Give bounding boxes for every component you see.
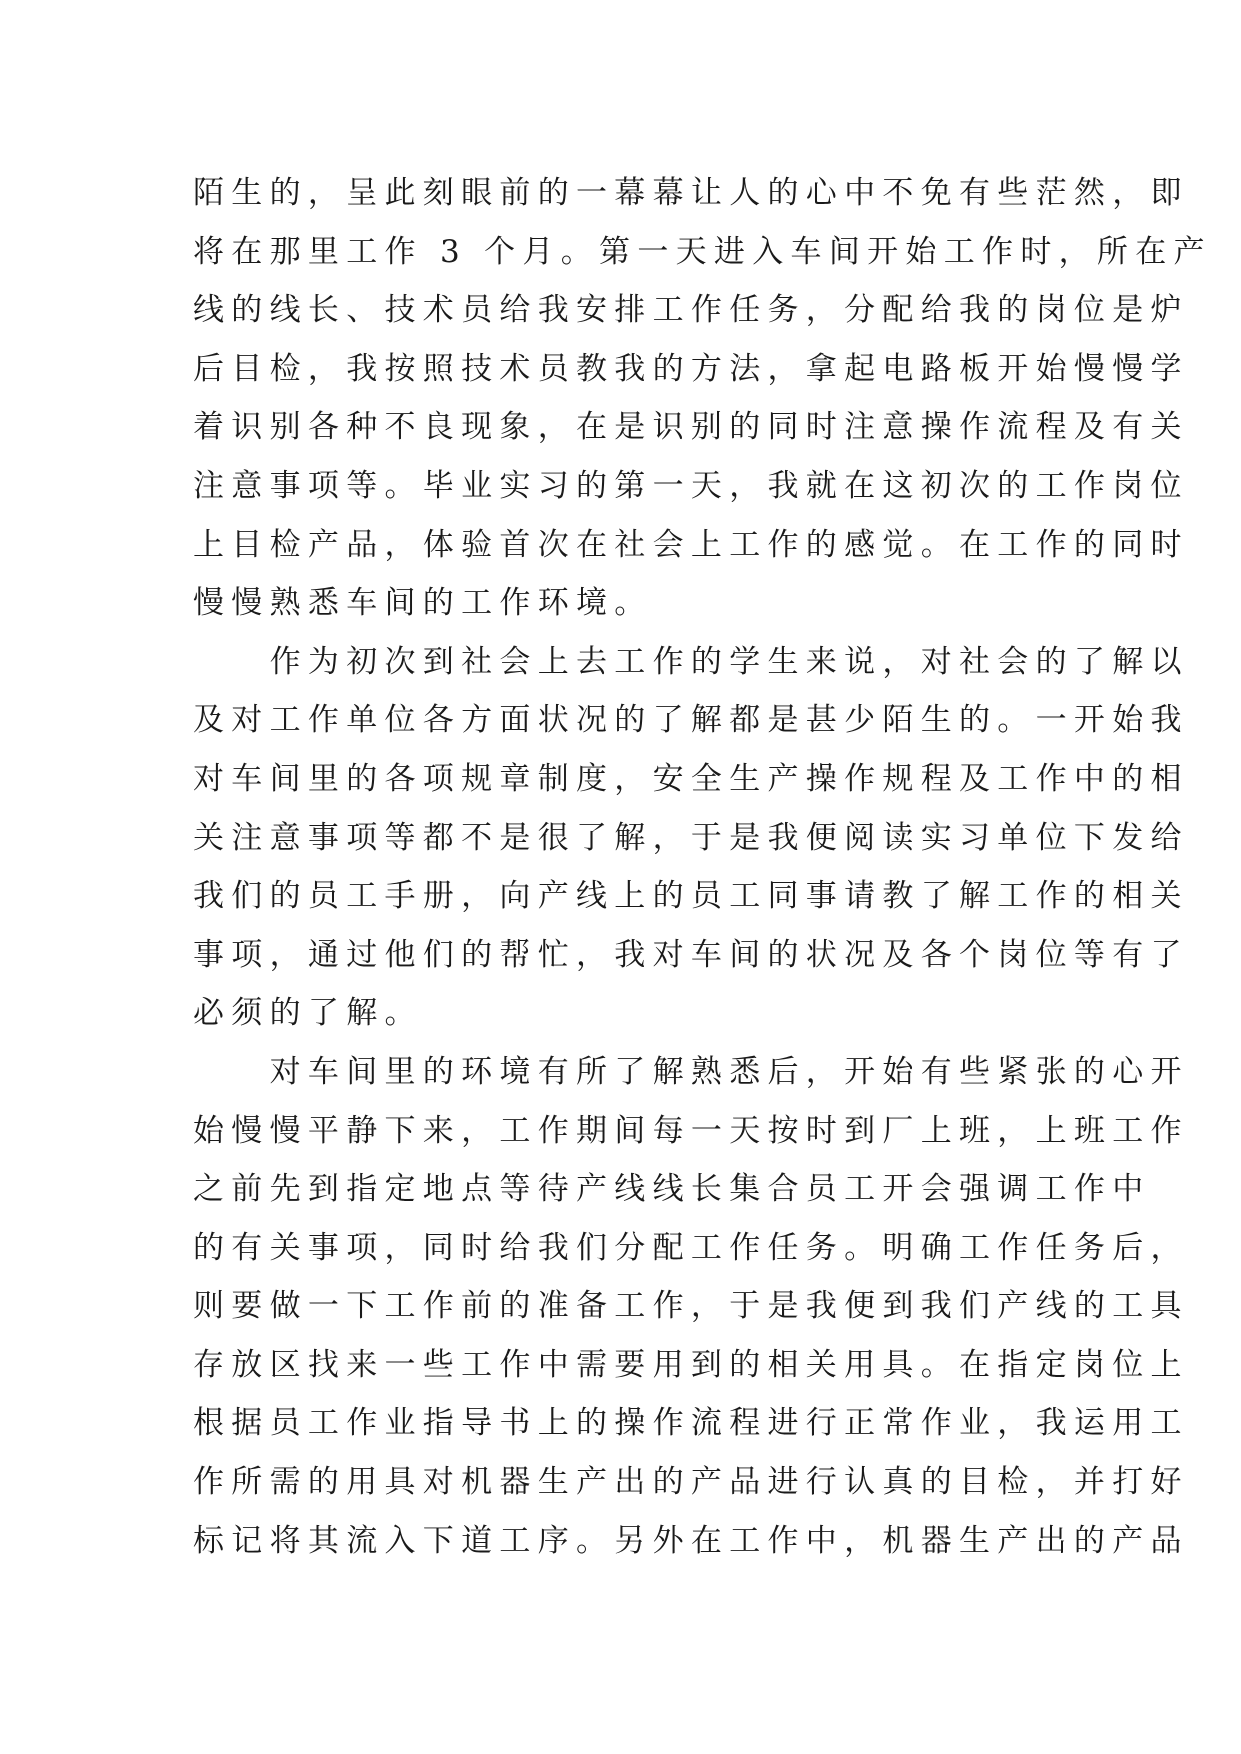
text-line: 作为初次到社会上去工作的学生来说，对社会的了解以: [193, 643, 1189, 680]
text-line: 作所需的用具对机器生产出的产品进行认真的目检，并打好: [193, 1464, 1189, 1501]
text-line: 陌生的，呈此刻眼前的一幕幕让人的心中不免有些茫然，即: [193, 175, 1189, 211]
text-line: 对车间里的环境有所了解熟悉后，开始有些紧张的心开: [193, 1053, 1189, 1090]
text-line: 之前先到指定地点等待产线线长集合员工开会强调工作中: [193, 1171, 1151, 1208]
text-line: 则要做一下工作前的准备工作，于是我便到我们产线的工具: [193, 1288, 1189, 1325]
text-line: 始慢慢平静下来，工作期间每一天按时到厂上班，上班工作: [193, 1112, 1189, 1149]
text-line: 及对工作单位各方面状况的了解都是甚少陌生的。一开始我: [193, 702, 1189, 739]
body-text: [193, 164, 1212, 1570]
text-line: 后目检，我按照技术员教我的方法，拿起电路板开始慢慢学: [193, 350, 1189, 387]
text-line: 对车间里的各项规章制度，安全生产操作规程及工作中的相: [193, 760, 1189, 797]
text-line: 标记将其流入下道工序。另外在工作中，机器生产出的产品: [193, 1522, 1189, 1559]
text-line: 事项，通过他们的帮忙，我对车间的状况及各个岗位等有了: [193, 936, 1189, 973]
text-line: 我们的员工手册，向产线上的员工同事请教了解工作的相关: [193, 878, 1189, 915]
text-line: 慢慢熟悉车间的工作环境。: [193, 585, 653, 622]
text-line: 将在那里工作 3 个月。第一天进入车间开始工作时，所在产: [193, 233, 1212, 270]
text-line: 注意事项等。毕业实习的第一天，我就在这初次的工作岗位: [193, 467, 1189, 504]
text-line: 线的线长、技术员给我安排工作任务，分配给我的岗位是炉: [193, 292, 1189, 329]
text-line: 着识别各种不良现象，在是识别的同时注意操作流程及有关: [193, 409, 1189, 446]
text-line: 根据员工作业指导书上的操作流程进行正常作业，我运用工: [193, 1405, 1189, 1442]
text-line: 必须的了解。: [193, 995, 423, 1032]
text-line: 的有关事项，同时给我们分配工作任务。明确工作任务后，: [193, 1229, 1189, 1266]
text-line: 上目检产品，体验首次在社会上工作的感觉。在工作的同时: [193, 526, 1189, 563]
text-line: 存放区找来一些工作中需要用到的相关用具。在指定岗位上: [193, 1346, 1189, 1383]
text-line: 关注意事项等都不是很了解，于是我便阅读实习单位下发给: [193, 819, 1189, 856]
